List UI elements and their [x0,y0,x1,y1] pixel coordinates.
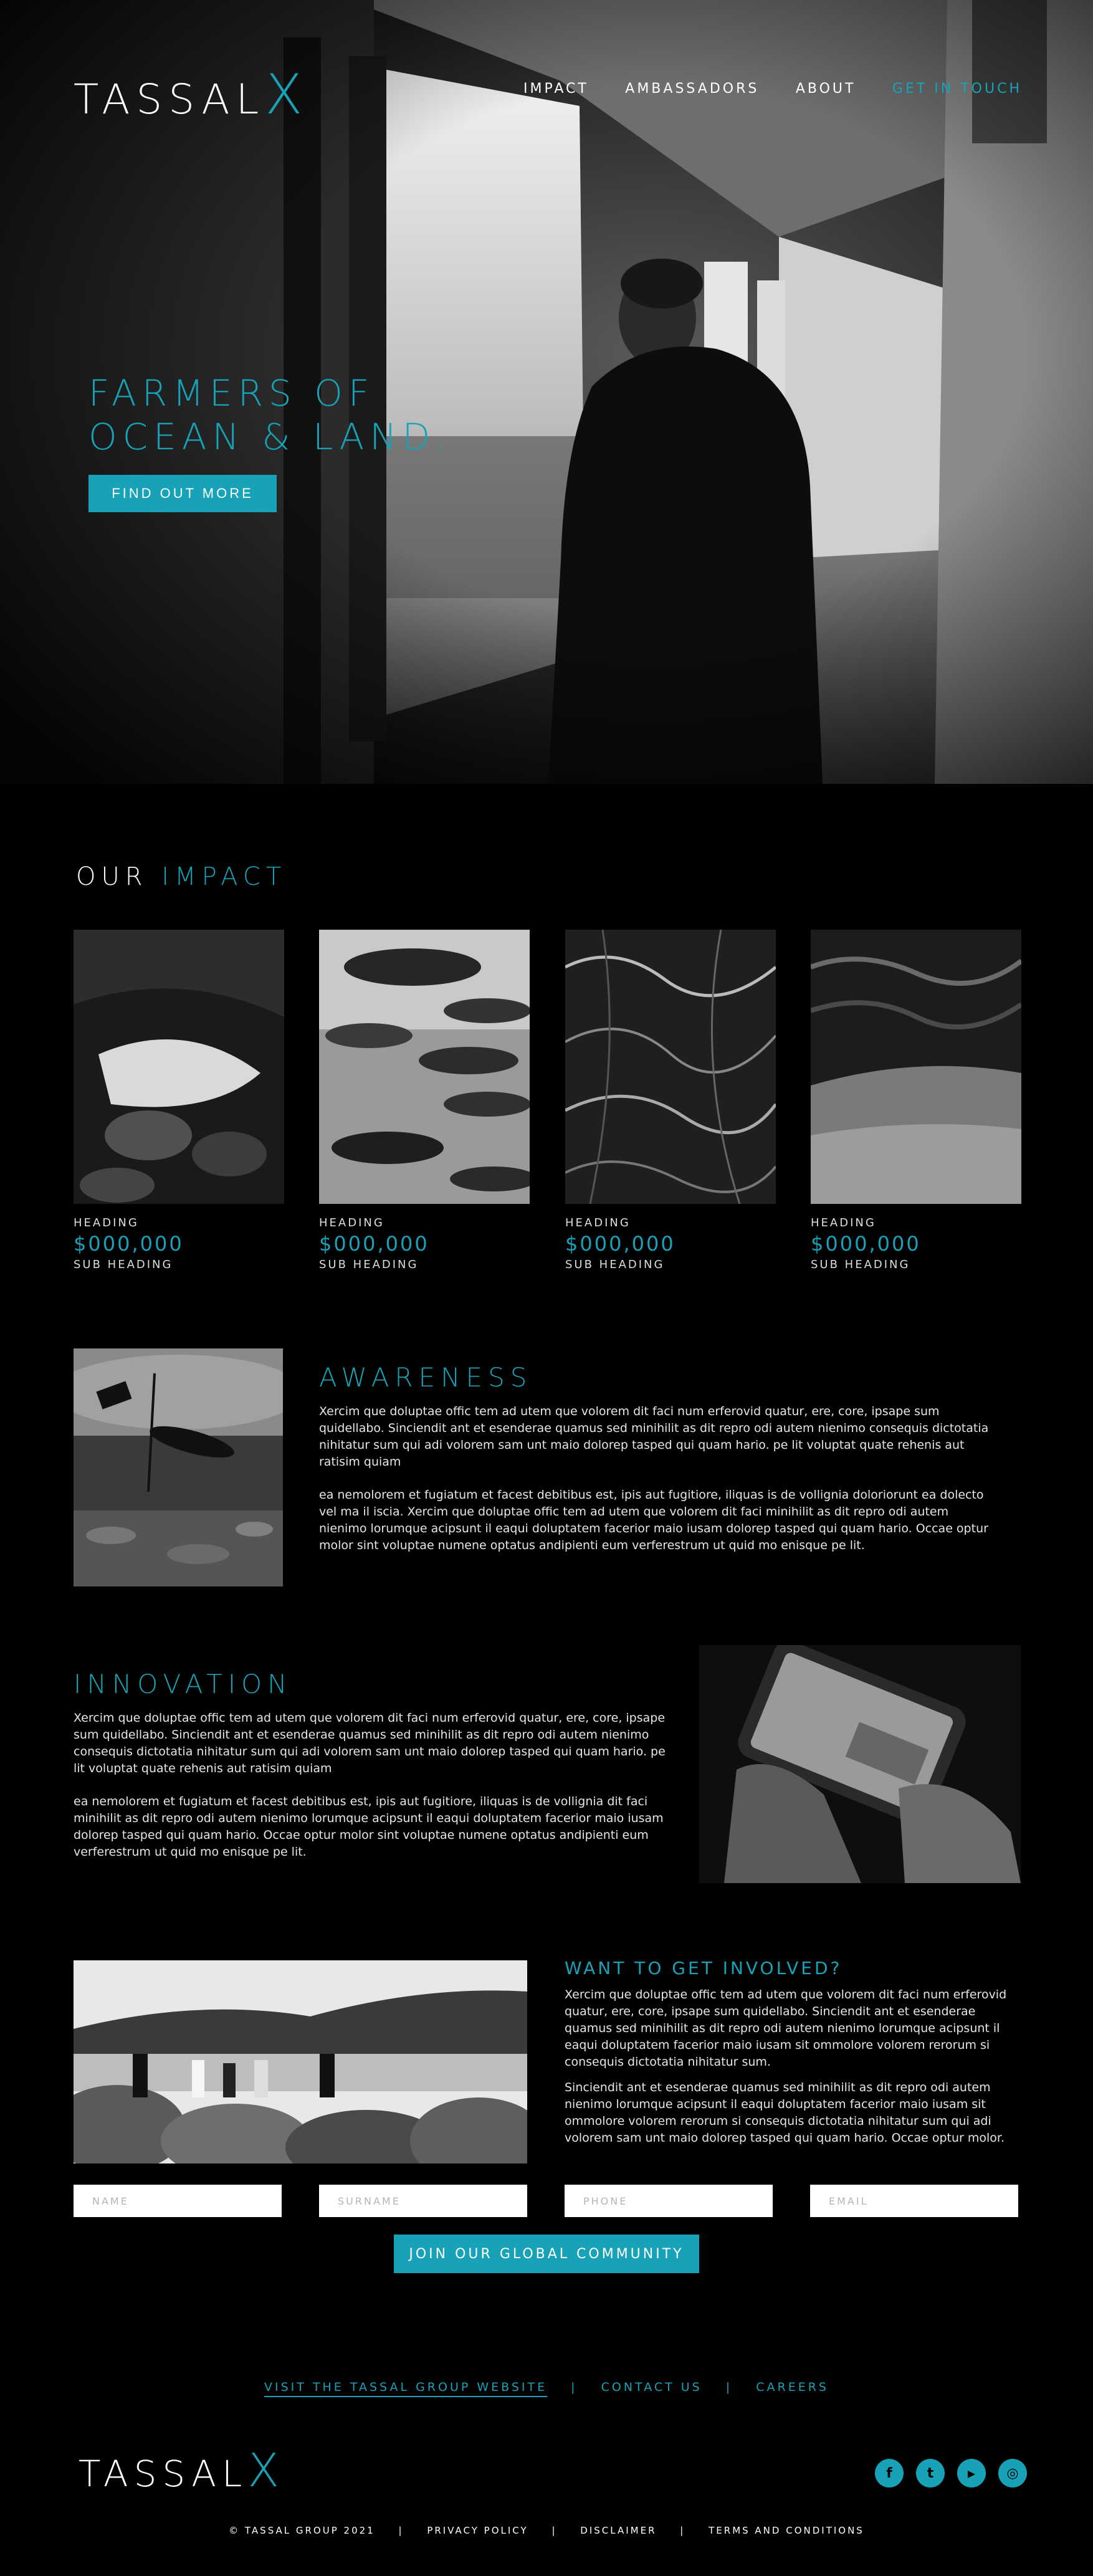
twitter-icon[interactable]: t [916,2459,945,2488]
footer-logo-accent: X [247,2444,280,2497]
nav-ambassadors[interactable]: AMBASSADORS [625,81,760,97]
involved-image-volunteers [74,1960,527,2163]
nav-get-in-touch[interactable]: GET IN TOUCH [892,81,1022,97]
join-community-button[interactable]: JOIN OUR GLOBAL COMMUNITY [394,2235,699,2273]
hero-section [0,0,1093,784]
impact-image-rocks [74,930,284,1204]
innovation-image-phone [699,1645,1021,1883]
impact-image-shore [811,930,1021,1204]
logo-text: TASSAL [74,75,265,123]
awareness-paragraph-1: Xercim que doluptae offic tem ad utem que volorem dit faci num erferovid quatur, ere, core, ipsape sum quidellabo. Sinciendit ant et esenderae quamus sed minihilit as dit repro odi autem nienimo consequis dictotatia nihitatur sum qui adi volorem sam unt maio dolorep tasped qui quam hario. pe lit voluptat quate rehenis aut ratisim quiam [319,1405,989,1469]
impact-heading: HEADING [74,1216,139,1229]
awareness-image-diver [74,1348,283,1586]
hero-title [88,371,525,459]
footer-link-contact[interactable]: CONTACT US [601,2380,702,2394]
instagram-icon[interactable]: ◎ [998,2459,1027,2488]
impact-subheading: SUB HEADING [74,1258,173,1271]
legal-bar [0,2525,1093,2536]
legal-separator: | [680,2525,685,2536]
footer-logo-text: TASSAL [79,2453,248,2495]
privacy-policy-link[interactable]: PRIVACY POLICY [427,2525,528,2536]
involved-paragraph-2: Sinciendit ant et esenderae quamus sed minihilit as dit repro odi autem nienimo lorumque acipsunt il eaqui doluptatem facerior maio iusam sit ommolore volorem rerorum si consequis dictotatia nihitatur sum qui adi volorem sam unt maio dolorep tasped qui quam hario. Occae optur molor. [565,2081,1005,2145]
logo-accent: X [265,62,303,126]
find-out-more-button[interactable]: FIND OUT MORE [88,475,277,512]
impact-image-water [565,930,776,1204]
email-field[interactable] [810,2185,1018,2217]
footer-link-careers[interactable]: CAREERS [756,2380,829,2394]
disclaimer-link[interactable]: DISCLAIMER [580,2525,657,2536]
impact-card [319,930,530,1271]
innovation-body [74,1710,667,1861]
terms-link[interactable]: TERMS AND CONDITIONS [709,2525,864,2536]
impact-value: $000,000 [319,1232,429,1256]
impact-title-impact: IMPACT [161,862,287,891]
impact-image-salmon [319,930,530,1204]
copyright: © TASSAL GROUP 2021 [229,2525,375,2536]
legal-separator: | [551,2525,557,2536]
impact-heading: HEADING [319,1216,384,1229]
name-field[interactable] [74,2185,282,2217]
impact-heading: HEADING [565,1216,631,1229]
involved-paragraph-1: Xercim que doluptae offic tem ad utem que volorem dit faci num erferovid quatur, ere, core, ipsape sum quidellabo. Sinciendit ant et esenderae quamus sed minihilit as dit repro odi autem nienimo lorumque acipsunt il eaqui doluptatem facerior maio iusam sit ommolore volorem rerorum si consequis dictotatia nihitatur sum. [565,1988,1007,2069]
facebook-icon[interactable]: f [875,2459,904,2488]
impact-heading: HEADING [811,1216,876,1229]
social-links [875,2459,1027,2488]
awareness-title: AWARENESS [319,1362,533,1393]
impact-value: $000,000 [74,1232,184,1256]
impact-value: $000,000 [565,1232,675,1256]
footer-link-tassal-group[interactable]: VISIT THE TASSAL GROUP WEBSITE [264,2380,547,2397]
surname-field[interactable] [319,2185,527,2217]
impact-subheading: SUB HEADING [319,1258,419,1271]
impact-card [74,930,284,1271]
nav-about[interactable]: ABOUT [795,81,856,97]
impact-section-title [76,862,287,891]
site-logo[interactable] [74,62,303,126]
youtube-icon[interactable]: ▶ [957,2459,986,2488]
footer-logo[interactable] [79,2444,279,2497]
innovation-paragraph-1: Xercim que doluptae offic tem ad utem que volorem dit faci num erferovid quatur, ere, core, ipsape sum quidellabo. Sinciendit ant et esenderae quamus sed minihilit as dit repro odi autem nienimo consequis dictotatia nihitatur sum qui adi volorem sam unt maio dolorep tasped qui quam hario. pe lit voluptat quate rehenis aut ratisim quiam [74,1711,666,1775]
hero-title-line-1: FARMERS OF [88,372,375,414]
impact-title-our: OUR [76,862,148,891]
impact-subheading: SUB HEADING [811,1258,910,1271]
impact-card [811,930,1021,1271]
awareness-body [319,1403,993,1554]
footer-separator: | [571,2380,578,2394]
footer-links [0,2380,1093,2394]
innovation-paragraph-2: ea nemolorem et fugiatum et facest debitibus est, ipis aut fugitiore, iliquas is de vollignia dit faci minihilit as dit repro odi autem nienimo lorumque acipsunt il eaqui doluptatem facerior maio iusam dolorep tasped qui quam hario. Occae optur molor sint voluptae numene optatus andipienti eum verferestrum ut quid mo enisque pe lit. [74,1795,664,1859]
hero-title-line-2: OCEAN & LAND. [88,416,453,458]
involved-title: WANT TO GET INVOLVED? [565,1958,842,1978]
impact-value: $000,000 [811,1232,921,1256]
main-nav [523,81,1022,97]
involved-body [565,1987,1018,2147]
nav-impact[interactable]: IMPACT [523,81,589,97]
phone-field[interactable] [565,2185,773,2217]
awareness-paragraph-2: ea nemolorem et fugiatum et facest debitibus est, ipis aut fugitiore, iliquas is de vollignia doloriorunt ea dolecto vel ma il iscia. Xercim que doluptae offic tem ad utem que volorem dit faci minihilit as dit repro odi autem nienimo lorumque acipsunt il eaqui doluptatem facerior maio iusam dolorep tasped qui quam hario. Occae optur molor sint voluptae numene optatus andipienti eum verferestrum ut quid mo enisque pe lit. [319,1488,988,1552]
legal-separator: | [398,2525,404,2536]
footer-separator: | [725,2380,733,2394]
innovation-title: INNOVATION [74,1669,293,1699]
impact-subheading: SUB HEADING [565,1258,665,1271]
impact-card [565,930,776,1271]
